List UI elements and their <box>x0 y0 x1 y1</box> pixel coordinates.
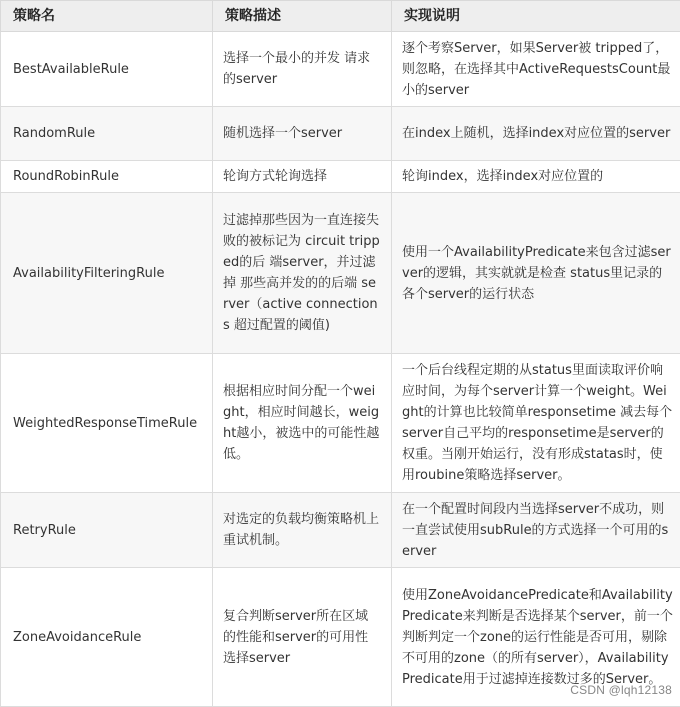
rule-description-cell: 过滤掉那些因为一直连接失败的被标记为 circuit tripped的后 端server，并过滤掉 那些高并发的的后端 server（active connections 超过配置的阈值) <box>213 193 392 354</box>
rule-description-cell: 随机选择一个server <box>213 107 392 161</box>
rule-implementation-cell: 使用ZoneAvoidancePredicate和AvailabilityPredicate来判断是否选择某个server，前一个判断判定一个zone的运行性能是否可用，剔除不可用的zone（的所有server），AvailabilityPredicate用于过滤掉连接数过多的Server。 <box>392 568 680 707</box>
table-row <box>1 493 680 568</box>
csdn-watermark: CSDN @lqh12138 <box>570 683 672 697</box>
rule-description-cell: 根据相应时间分配一个weight，相应时间越长，weight越小，被选中的可能性越低。 <box>213 354 392 493</box>
table-row <box>1 107 680 161</box>
rule-implementation-cell: 在index上随机，选择index对应位置的server <box>392 107 680 161</box>
rule-name-cell: BestAvailableRule <box>1 32 213 107</box>
header-implementation-notes: 实现说明 <box>392 1 680 32</box>
table-row <box>1 193 680 354</box>
header-strategy-description: 策略描述 <box>213 1 392 32</box>
rule-implementation-cell: 一个后台线程定期的从status里面读取评价响应时间，为每个server计算一个weight。Weight的计算也比较简单responsetime 减去每个server自己平均的responsetime是server的权重。当刚开始运行，没有形成statas时，使用roubine策略选择server。 <box>392 354 680 493</box>
rule-name-cell: WeightedResponseTimeRule <box>1 354 213 493</box>
rule-name-cell: RandomRule <box>1 107 213 161</box>
rule-description-cell: 选择一个最小的并发 请求的server <box>213 32 392 107</box>
table-row <box>1 161 680 193</box>
header-strategy-name: 策略名 <box>1 1 213 32</box>
rule-implementation-cell: 逐个考察Server，如果Server被 tripped了，则忽略，在选择其中ActiveRequestsCount最小的server <box>392 32 680 107</box>
rule-name-cell: AvailabilityFilteringRule <box>1 193 213 354</box>
rule-name-cell: ZoneAvoidanceRule <box>1 568 213 707</box>
table-header-row <box>1 1 680 32</box>
rule-implementation-cell: 轮询index，选择index对应位置的 <box>392 161 680 193</box>
rule-name-cell: RoundRobinRule <box>1 161 213 193</box>
rule-description-cell: 对选定的负载均衡策略机上重试机制。 <box>213 493 392 568</box>
rule-name-cell: RetryRule <box>1 493 213 568</box>
rule-description-cell: 复合判断server所在区域的性能和server的可用性选择server <box>213 568 392 707</box>
table-row <box>1 32 680 107</box>
table-row <box>1 354 680 493</box>
rule-description-cell: 轮询方式轮询选择 <box>213 161 392 193</box>
rule-implementation-cell: 在一个配置时间段内当选择server不成功，则一直尝试使用subRule的方式选择一个可用的server <box>392 493 680 568</box>
rule-implementation-cell: 使用一个AvailabilityPredicate来包含过滤server的逻辑，其实就就是检查 status里记录的各个server的运行状态 <box>392 193 680 354</box>
